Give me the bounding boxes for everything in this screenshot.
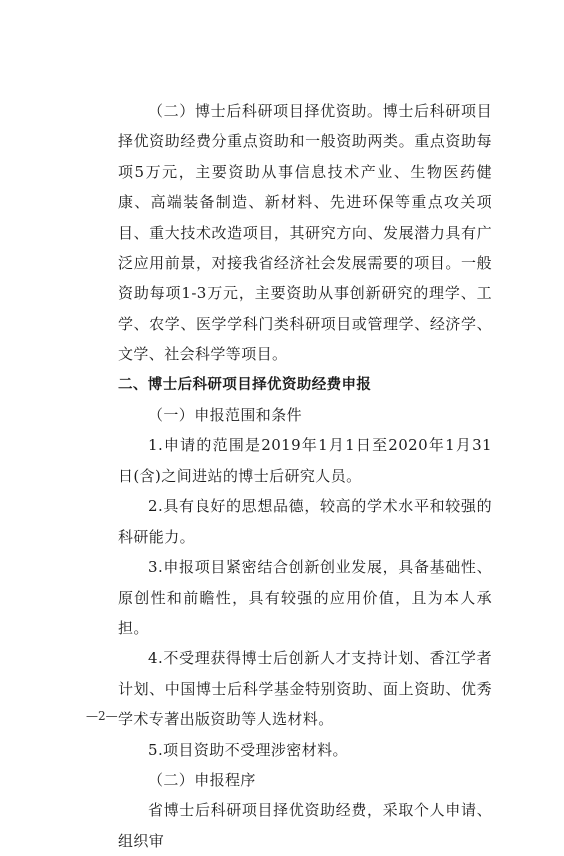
condition-item-1: 1.申请的范围是2019年1月1日至2020年1月31日(含)之间进站的博士后研究人员。 (118, 436, 492, 485)
condition-item-5: 5.项目资助不受理涉密材料。 (148, 740, 348, 759)
condition-item-4: 4.不受理获得博士后创新人才支持计划、香江学者计划、中国博士后科学基金特别资助、面上资助、优秀学术专著出版资助等人选材料。 (118, 649, 492, 729)
subheading-scope-conditions: （一）申报范围和条件 (148, 406, 303, 425)
page-number: —2— (86, 709, 118, 723)
subheading-procedure: （二）申报程序 (148, 770, 256, 789)
paragraph-selective-funding: （二）博士后科研项目择优资助。博士后科研项目择优资助经费分重点资助和一般资助两类。重点资助每项5万元，主要资助从事信息技术产业、生物医药健康、高端装备制造、新材料、先进环保等重点攻关项目、重大技术改造项目，其研究方向、发展潜力具有广泛应用前景，对接我省经济社会发展需要的项目。一般资助每项1-3万元，主要资助从事创新研究的理学、工学、农学、医学学科门类科研项目或管理学、经济学、文学、社会科学等项目。 (118, 102, 492, 364)
condition-item-2: 2.具有良好的思想品德，较高的学术水平和较强的科研能力。 (118, 497, 492, 546)
section-heading-application: 二、博士后科研项目择优资助经费申报 (118, 376, 372, 393)
document-body (118, 96, 492, 856)
condition-item-3: 3.申报项目紧密结合创新创业发展，具备基础性、原创性和前瞻性，具有较强的应用价值，且为本人承担。 (118, 558, 492, 637)
paragraph-procedure: 省博士后科研项目择优资助经费，采取个人申请、组织审 (118, 801, 492, 850)
